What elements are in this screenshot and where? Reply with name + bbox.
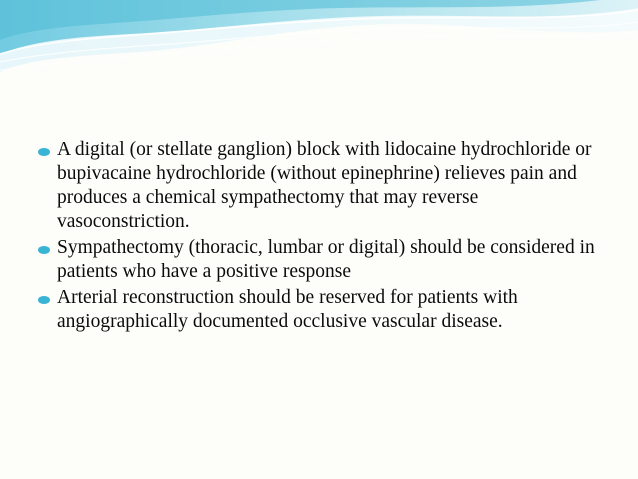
bullet-dot-icon xyxy=(38,148,50,156)
bullet-list xyxy=(0,138,638,336)
bullet-text: Sympathectomy (thoracic, lumbar or digital) should be considered in patients who have a positive response xyxy=(57,237,595,282)
bullet-item xyxy=(0,236,638,284)
bullet-dot-icon xyxy=(38,246,50,254)
bullet-text: A digital (or stellate ganglion) block with lidocaine hydrochloride or bupivacaine hydrochloride (without epinephrine) relieves pain and produces a chemical sympathectomy that may reverse vasoconstriction. xyxy=(57,139,592,232)
bullet-item xyxy=(0,138,638,234)
bullet-text: Arterial reconstruction should be reserved for patients with angiographically documented occlusive vascular disease. xyxy=(57,287,518,332)
bullet-dot-icon xyxy=(38,296,50,304)
bullet-item xyxy=(0,286,638,334)
wave-header-decoration xyxy=(0,0,638,80)
